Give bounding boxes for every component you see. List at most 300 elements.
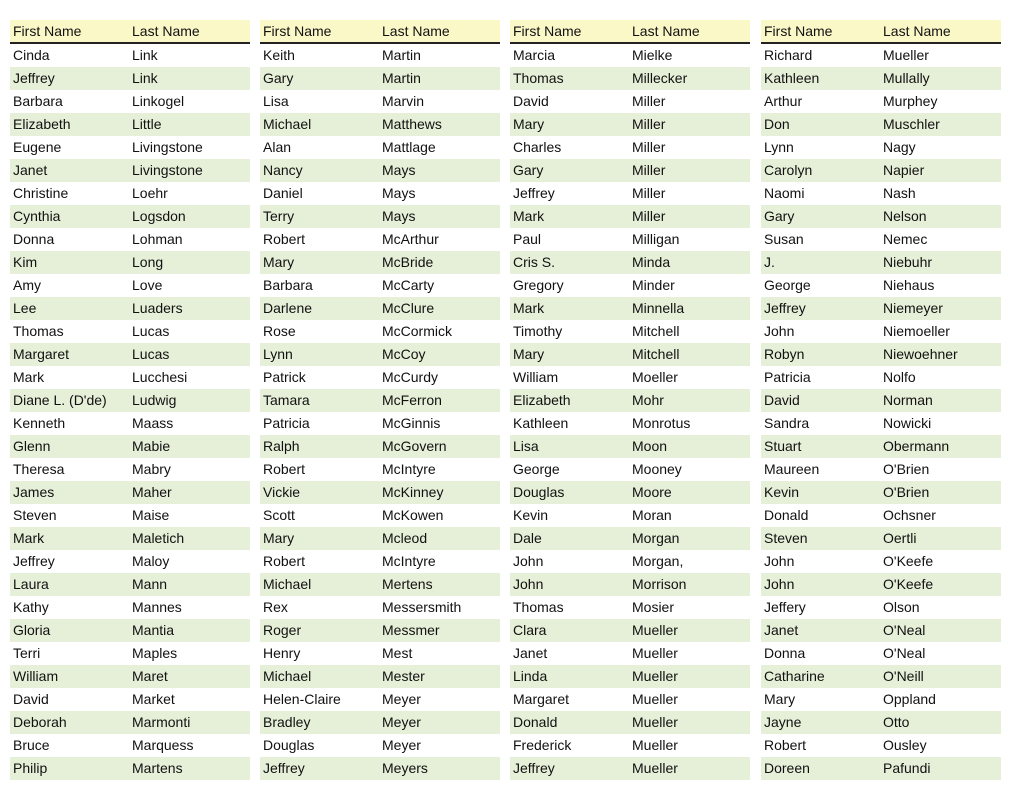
last-name-cell: Meyer	[382, 691, 421, 707]
last-name-cell: Link	[132, 70, 158, 86]
first-name-cell: Kevin	[513, 507, 549, 523]
first-name-cell: John	[513, 553, 544, 569]
first-name-cell: Eugene	[13, 139, 62, 155]
first-name-cell: Jayne	[764, 714, 802, 730]
table-row	[260, 389, 500, 412]
last-name-cell: Mohr	[632, 392, 664, 408]
last-name-cell: Mullally	[883, 70, 930, 86]
last-name-cell: Marvin	[382, 93, 425, 109]
table-row	[260, 435, 500, 458]
last-name-cell: Mueller	[883, 47, 929, 63]
last-name-cell: Ludwig	[132, 392, 177, 408]
table-row	[510, 251, 750, 274]
last-name-cell: Monrotus	[632, 415, 691, 431]
first-name-cell: Terri	[13, 645, 41, 661]
last-name-cell: Mosier	[632, 599, 675, 615]
table-row	[10, 642, 250, 665]
table-row	[510, 366, 750, 389]
table-row	[761, 343, 1001, 366]
last-name-cell: McBride	[382, 254, 434, 270]
first-name-cell: John	[513, 576, 544, 592]
first-name-cell: Stuart	[764, 438, 802, 454]
table-row	[510, 182, 750, 205]
table-row	[260, 757, 500, 780]
last-name-cell: O'Neal	[883, 622, 926, 638]
table-row	[761, 527, 1001, 550]
header-last-name: Last Name	[132, 23, 200, 39]
last-name-cell: Moran	[632, 507, 672, 523]
first-name-cell: Scott	[263, 507, 295, 523]
first-name-cell: Marcia	[513, 47, 556, 63]
table-row	[761, 596, 1001, 619]
last-name-cell: Mabie	[132, 438, 171, 454]
first-name-cell: Thomas	[13, 323, 64, 339]
last-name-cell: Moon	[632, 438, 668, 454]
last-name-cell: Milligan	[632, 231, 680, 247]
first-name-cell: Mark	[513, 208, 545, 224]
table-row	[761, 642, 1001, 665]
table-row	[761, 412, 1001, 435]
table-row	[510, 504, 750, 527]
last-name-cell: McCurdy	[382, 369, 439, 385]
table-row	[260, 458, 500, 481]
last-name-cell: Mattlage	[382, 139, 436, 155]
last-name-cell: Niewoehner	[883, 346, 958, 362]
last-name-cell: Minda	[632, 254, 671, 270]
last-name-cell: McIntyre	[382, 461, 436, 477]
first-name-cell: Doreen	[764, 760, 810, 776]
first-name-cell: Mark	[13, 530, 45, 546]
last-name-cell: Nowicki	[883, 415, 932, 431]
table-row	[761, 573, 1001, 596]
table-row	[761, 182, 1001, 205]
last-name-cell: Mitchell	[632, 346, 680, 362]
first-name-cell: Laura	[13, 576, 49, 592]
first-name-cell: Patricia	[764, 369, 811, 385]
first-name-cell: Donna	[13, 231, 55, 247]
table-row	[761, 366, 1001, 389]
first-name-cell: Daniel	[263, 185, 303, 201]
table-row	[260, 688, 500, 711]
first-name-cell: Theresa	[13, 461, 65, 477]
last-name-cell: Meyers	[382, 760, 428, 776]
table-row	[10, 274, 250, 297]
first-name-cell: Robyn	[764, 346, 805, 362]
table-row	[761, 44, 1001, 67]
table-row	[10, 435, 250, 458]
header-first-name: First Name	[263, 23, 332, 39]
first-name-cell: Vickie	[263, 484, 301, 500]
last-name-cell: Morgan	[632, 530, 680, 546]
table-row	[510, 274, 750, 297]
first-name-cell: Barbara	[13, 93, 63, 109]
table-row	[510, 711, 750, 734]
table-row	[260, 343, 500, 366]
last-name-cell: Maletich	[132, 530, 185, 546]
table-row	[510, 389, 750, 412]
first-name-cell: Janet	[13, 162, 48, 178]
last-name-cell: Long	[132, 254, 164, 270]
last-name-cell: Mannes	[132, 599, 182, 615]
last-name-cell: Maise	[132, 507, 170, 523]
table-row	[260, 320, 500, 343]
first-name-cell: Deborah	[13, 714, 67, 730]
first-name-cell: John	[764, 576, 795, 592]
last-name-cell: Mueller	[632, 737, 678, 753]
first-name-cell: Philip	[13, 760, 48, 776]
table-row	[510, 136, 750, 159]
table-row	[10, 320, 250, 343]
last-name-cell: Otto	[883, 714, 910, 730]
first-name-cell: William	[13, 668, 59, 684]
table-row	[510, 458, 750, 481]
header-last-name: Last Name	[883, 23, 951, 39]
first-name-cell: Elizabeth	[513, 392, 571, 408]
first-name-cell: Darlene	[263, 300, 313, 316]
first-name-cell: Bruce	[13, 737, 50, 753]
last-name-cell: Obermann	[883, 438, 950, 454]
table-row	[260, 182, 500, 205]
table-row	[10, 504, 250, 527]
last-name-cell: Oppland	[883, 691, 936, 707]
last-name-cell: Morgan,	[632, 553, 684, 569]
table-row	[260, 481, 500, 504]
table-row	[10, 412, 250, 435]
first-name-cell: James	[13, 484, 55, 500]
first-name-cell: Robert	[263, 553, 306, 569]
last-name-cell: Mantia	[132, 622, 175, 638]
table-row	[510, 573, 750, 596]
last-name-cell: McCoy	[382, 346, 426, 362]
first-name-cell: Carolyn	[764, 162, 813, 178]
first-name-cell: Lisa	[513, 438, 539, 454]
table-row	[260, 366, 500, 389]
first-name-cell: Patricia	[263, 415, 310, 431]
last-name-cell: Messmer	[382, 622, 440, 638]
first-name-cell: Jeffrey	[13, 553, 55, 569]
last-name-cell: O'Brien	[883, 461, 930, 477]
roster-column-4	[761, 20, 1001, 780]
last-name-cell: Minder	[632, 277, 675, 293]
last-name-cell: Mooney	[632, 461, 682, 477]
first-name-cell: Lynn	[263, 346, 293, 362]
first-name-cell: Frederick	[513, 737, 572, 753]
first-name-cell: Jeffrey	[513, 760, 555, 776]
last-name-cell: Logsdon	[132, 208, 186, 224]
last-name-cell: Lohman	[132, 231, 183, 247]
first-name-cell: George	[764, 277, 811, 293]
header-first-name: First Name	[513, 23, 582, 39]
last-name-cell: Nemec	[883, 231, 928, 247]
last-name-cell: Nagy	[883, 139, 916, 155]
table-row	[761, 734, 1001, 757]
table-row	[761, 481, 1001, 504]
first-name-cell: Alan	[263, 139, 292, 155]
last-name-cell: O'Neill	[883, 668, 924, 684]
table-row	[761, 435, 1001, 458]
first-name-cell: Cynthia	[13, 208, 61, 224]
table-row	[10, 228, 250, 251]
table-row	[510, 642, 750, 665]
table-row	[10, 159, 250, 182]
table-row	[761, 688, 1001, 711]
first-name-cell: Cinda	[13, 47, 50, 63]
last-name-cell: Marmonti	[132, 714, 191, 730]
column-header	[761, 20, 1001, 44]
first-name-cell: Jeffrey	[764, 300, 806, 316]
table-row	[761, 228, 1001, 251]
table-row	[260, 642, 500, 665]
first-name-cell: Helen-Claire	[263, 691, 341, 707]
last-name-cell: Luaders	[132, 300, 183, 316]
last-name-cell: Moore	[632, 484, 672, 500]
first-name-cell: Mark	[513, 300, 545, 316]
table-row	[761, 136, 1001, 159]
last-name-cell: Norman	[883, 392, 933, 408]
table-row	[510, 113, 750, 136]
first-name-cell: Diane L. (D'de)	[13, 392, 107, 408]
first-name-cell: David	[764, 392, 800, 408]
last-name-cell: Mueller	[632, 622, 678, 638]
first-name-cell: J.	[764, 254, 775, 270]
first-name-cell: Amy	[13, 277, 41, 293]
table-row	[761, 458, 1001, 481]
first-name-cell: Robert	[263, 231, 306, 247]
first-name-cell: Susan	[764, 231, 804, 247]
last-name-cell: McGovern	[382, 438, 447, 454]
first-name-cell: Tamara	[263, 392, 310, 408]
table-row	[510, 596, 750, 619]
last-name-cell: Loehr	[132, 185, 168, 201]
last-name-cell: Nelson	[883, 208, 927, 224]
table-row	[10, 527, 250, 550]
first-name-cell: Steven	[13, 507, 57, 523]
first-name-cell: Lisa	[263, 93, 289, 109]
header-last-name: Last Name	[382, 23, 450, 39]
table-row	[10, 136, 250, 159]
table-row	[761, 320, 1001, 343]
first-name-cell: David	[13, 691, 49, 707]
last-name-cell: Mueller	[632, 760, 678, 776]
roster-column-1	[10, 20, 250, 780]
roster-column-2	[260, 20, 500, 780]
first-name-cell: Janet	[513, 645, 548, 661]
first-name-cell: Kathleen	[764, 70, 820, 86]
first-name-cell: Margaret	[13, 346, 70, 362]
last-name-cell: Lucchesi	[132, 369, 188, 385]
table-row	[260, 711, 500, 734]
first-name-cell: Bradley	[263, 714, 311, 730]
last-name-cell: Pafundi	[883, 760, 931, 776]
table-row	[10, 297, 250, 320]
table-row	[260, 90, 500, 113]
table-row	[761, 90, 1001, 113]
table-row	[260, 527, 500, 550]
first-name-cell: Gary	[513, 162, 544, 178]
last-name-cell: Miller	[632, 162, 666, 178]
first-name-cell: Jeffery	[764, 599, 806, 615]
table-row	[510, 734, 750, 757]
first-name-cell: Kathleen	[513, 415, 569, 431]
table-row	[10, 550, 250, 573]
first-name-cell: Mary	[263, 254, 295, 270]
first-name-cell: Steven	[764, 530, 808, 546]
first-name-cell: Michael	[263, 576, 312, 592]
last-name-cell: McCormick	[382, 323, 452, 339]
first-name-cell: Kevin	[764, 484, 800, 500]
first-name-cell: Gloria	[13, 622, 51, 638]
last-name-cell: Nolfo	[883, 369, 916, 385]
table-row	[510, 159, 750, 182]
last-name-cell: Niemeyer	[883, 300, 943, 316]
last-name-cell: Linkogel	[132, 93, 185, 109]
last-name-cell: Niehaus	[883, 277, 935, 293]
last-name-cell: Martin	[382, 47, 421, 63]
last-name-cell: Murphey	[883, 93, 938, 109]
table-row	[10, 182, 250, 205]
first-name-cell: Catharine	[764, 668, 825, 684]
table-row	[10, 481, 250, 504]
table-row	[761, 665, 1001, 688]
last-name-cell: Miller	[632, 116, 666, 132]
table-row	[761, 757, 1001, 780]
table-row	[260, 734, 500, 757]
first-name-cell: Thomas	[513, 70, 564, 86]
last-name-cell: Olson	[883, 599, 920, 615]
table-row	[510, 665, 750, 688]
first-name-cell: Robert	[263, 461, 306, 477]
table-row	[10, 366, 250, 389]
last-name-cell: McIntyre	[382, 553, 436, 569]
table-row	[260, 619, 500, 642]
last-name-cell: Mueller	[632, 645, 678, 661]
last-name-cell: McArthur	[382, 231, 439, 247]
table-row	[510, 67, 750, 90]
first-name-cell: Mary	[764, 691, 796, 707]
table-row	[510, 757, 750, 780]
last-name-cell: Niemoeller	[883, 323, 950, 339]
table-row	[260, 136, 500, 159]
first-name-cell: Glenn	[13, 438, 51, 454]
table-row	[10, 619, 250, 642]
table-row	[510, 44, 750, 67]
last-name-cell: Millecker	[632, 70, 688, 86]
table-row	[10, 389, 250, 412]
first-name-cell: Mark	[13, 369, 45, 385]
last-name-cell: Marquess	[132, 737, 194, 753]
first-name-cell: Mary	[513, 116, 545, 132]
first-name-cell: Donald	[513, 714, 558, 730]
first-name-cell: William	[513, 369, 559, 385]
first-name-cell: Keith	[263, 47, 295, 63]
first-name-cell: David	[513, 93, 549, 109]
first-name-cell: Douglas	[513, 484, 565, 500]
table-row	[260, 412, 500, 435]
last-name-cell: Meyer	[382, 737, 421, 753]
last-name-cell: Messersmith	[382, 599, 462, 615]
last-name-cell: Lucas	[132, 346, 170, 362]
table-row	[260, 67, 500, 90]
last-name-cell: Mitchell	[632, 323, 680, 339]
first-name-cell: Christine	[13, 185, 69, 201]
last-name-cell: Mcleod	[382, 530, 428, 546]
table-row	[10, 734, 250, 757]
table-row	[761, 711, 1001, 734]
last-name-cell: Ousley	[883, 737, 927, 753]
last-name-cell: Maass	[132, 415, 174, 431]
last-name-cell: Minnella	[632, 300, 685, 316]
last-name-cell: McCarty	[382, 277, 435, 293]
first-name-cell: Robert	[764, 737, 807, 753]
first-name-cell: Lynn	[764, 139, 794, 155]
first-name-cell: Kenneth	[13, 415, 66, 431]
last-name-cell: Morrison	[632, 576, 687, 592]
first-name-cell: Kathy	[13, 599, 49, 615]
first-name-cell: Don	[764, 116, 790, 132]
table-row	[10, 343, 250, 366]
table-row	[761, 67, 1001, 90]
table-row	[10, 596, 250, 619]
header-first-name: First Name	[764, 23, 833, 39]
table-row	[10, 251, 250, 274]
last-name-cell: Mann	[132, 576, 168, 592]
last-name-cell: Niebuhr	[883, 254, 933, 270]
first-name-cell: Clara	[513, 622, 547, 638]
table-row	[10, 67, 250, 90]
table-row	[510, 412, 750, 435]
first-name-cell: Douglas	[263, 737, 315, 753]
last-name-cell: Martens	[132, 760, 183, 776]
first-name-cell: Janet	[764, 622, 799, 638]
first-name-cell: Rex	[263, 599, 288, 615]
last-name-cell: McFerron	[382, 392, 442, 408]
table-row	[761, 251, 1001, 274]
first-name-cell: Nancy	[263, 162, 303, 178]
table-row	[260, 205, 500, 228]
first-name-cell: Donald	[764, 507, 809, 523]
table-row	[260, 550, 500, 573]
roster-column-3	[510, 20, 750, 780]
table-row	[260, 297, 500, 320]
table-row	[260, 596, 500, 619]
first-name-cell: Terry	[263, 208, 295, 224]
last-name-cell: Maples	[132, 645, 178, 661]
first-name-cell: Mary	[263, 530, 295, 546]
last-name-cell: Oertli	[883, 530, 917, 546]
last-name-cell: Matthews	[382, 116, 442, 132]
last-name-cell: Napier	[883, 162, 925, 178]
last-name-cell: Mabry	[132, 461, 171, 477]
first-name-cell: Gary	[764, 208, 795, 224]
column-header	[510, 20, 750, 44]
last-name-cell: Moeller	[632, 369, 678, 385]
table-row	[260, 251, 500, 274]
last-name-cell: Mueller	[632, 668, 678, 684]
first-name-cell: Sandra	[764, 415, 810, 431]
last-name-cell: O'Neal	[883, 645, 926, 661]
table-row	[510, 527, 750, 550]
table-row	[10, 573, 250, 596]
table-row	[10, 113, 250, 136]
table-row	[510, 205, 750, 228]
last-name-cell: Mest	[382, 645, 413, 661]
first-name-cell: Michael	[263, 668, 312, 684]
table-row	[761, 205, 1001, 228]
table-row	[510, 435, 750, 458]
table-row	[510, 481, 750, 504]
column-header	[260, 20, 500, 44]
last-name-cell: Meyer	[382, 714, 421, 730]
